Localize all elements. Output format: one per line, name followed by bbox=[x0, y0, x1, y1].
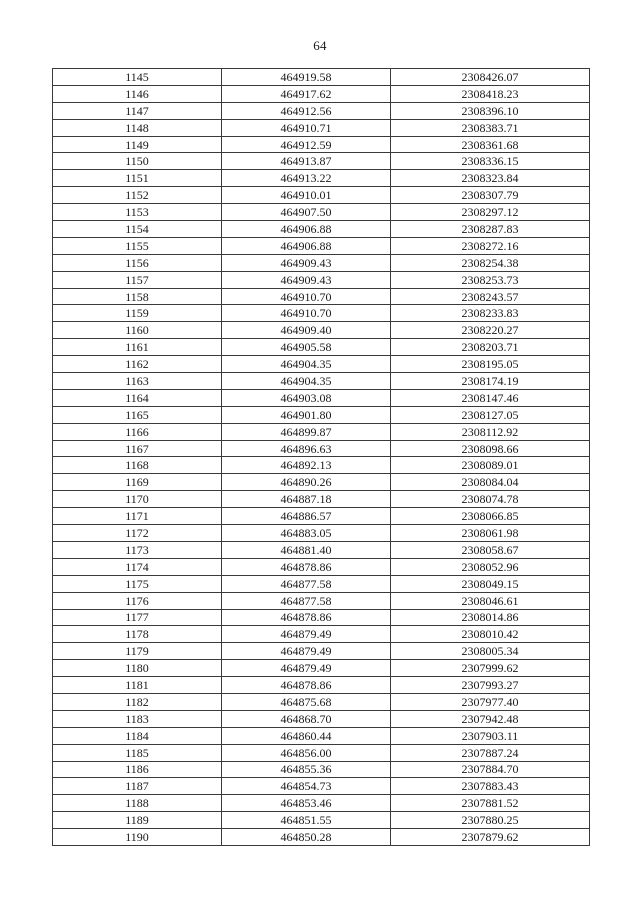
point-number-cell: 1169 bbox=[53, 474, 222, 491]
y-coordinate-cell: 2308336.15 bbox=[391, 153, 590, 170]
x-coordinate-cell: 464853.46 bbox=[222, 795, 391, 812]
table-row bbox=[53, 288, 590, 305]
table-row bbox=[53, 609, 590, 626]
y-coordinate-cell: 2308046.61 bbox=[391, 592, 590, 609]
table-row bbox=[53, 525, 590, 542]
x-coordinate-cell: 464850.28 bbox=[222, 829, 391, 846]
point-number-cell: 1183 bbox=[53, 710, 222, 727]
point-number-cell: 1177 bbox=[53, 609, 222, 626]
point-number-cell: 1173 bbox=[53, 541, 222, 558]
y-coordinate-cell: 2308147.46 bbox=[391, 389, 590, 406]
x-coordinate-cell: 464906.88 bbox=[222, 221, 391, 238]
point-number-cell: 1145 bbox=[53, 69, 222, 86]
y-coordinate-cell: 2307880.25 bbox=[391, 812, 590, 829]
point-number-cell: 1153 bbox=[53, 204, 222, 221]
y-coordinate-cell: 2308272.16 bbox=[391, 237, 590, 254]
y-coordinate-cell: 2308010.42 bbox=[391, 626, 590, 643]
x-coordinate-cell: 464887.18 bbox=[222, 491, 391, 508]
point-number-cell: 1164 bbox=[53, 389, 222, 406]
y-coordinate-cell: 2308253.73 bbox=[391, 271, 590, 288]
point-number-cell: 1178 bbox=[53, 626, 222, 643]
x-coordinate-cell: 464881.40 bbox=[222, 541, 391, 558]
x-coordinate-cell: 464905.58 bbox=[222, 339, 391, 356]
point-number-cell: 1156 bbox=[53, 254, 222, 271]
y-coordinate-cell: 2308396.10 bbox=[391, 102, 590, 119]
point-number-cell: 1170 bbox=[53, 491, 222, 508]
table-row bbox=[53, 237, 590, 254]
y-coordinate-cell: 2307977.40 bbox=[391, 693, 590, 710]
x-coordinate-cell: 464912.56 bbox=[222, 102, 391, 119]
table-row bbox=[53, 693, 590, 710]
y-coordinate-cell: 2308323.84 bbox=[391, 170, 590, 187]
point-number-cell: 1167 bbox=[53, 440, 222, 457]
y-coordinate-cell: 2307881.52 bbox=[391, 795, 590, 812]
x-coordinate-cell: 464919.58 bbox=[222, 69, 391, 86]
table-row bbox=[53, 322, 590, 339]
point-number-cell: 1190 bbox=[53, 829, 222, 846]
point-number-cell: 1180 bbox=[53, 660, 222, 677]
x-coordinate-cell: 464904.35 bbox=[222, 373, 391, 390]
x-coordinate-cell: 464878.86 bbox=[222, 677, 391, 694]
table-row bbox=[53, 778, 590, 795]
y-coordinate-cell: 2308058.67 bbox=[391, 541, 590, 558]
point-number-cell: 1186 bbox=[53, 761, 222, 778]
point-number-cell: 1160 bbox=[53, 322, 222, 339]
table-row bbox=[53, 440, 590, 457]
y-coordinate-cell: 2308098.66 bbox=[391, 440, 590, 457]
y-coordinate-cell: 2307887.24 bbox=[391, 744, 590, 761]
x-coordinate-cell: 464878.86 bbox=[222, 609, 391, 626]
point-number-cell: 1157 bbox=[53, 271, 222, 288]
point-number-cell: 1174 bbox=[53, 558, 222, 575]
y-coordinate-cell: 2308174.19 bbox=[391, 373, 590, 390]
point-number-cell: 1163 bbox=[53, 373, 222, 390]
point-number-cell: 1179 bbox=[53, 643, 222, 660]
y-coordinate-cell: 2307903.11 bbox=[391, 727, 590, 744]
y-coordinate-cell: 2308074.78 bbox=[391, 491, 590, 508]
table-row bbox=[53, 677, 590, 694]
point-number-cell: 1187 bbox=[53, 778, 222, 795]
table-row bbox=[53, 626, 590, 643]
y-coordinate-cell: 2308203.71 bbox=[391, 339, 590, 356]
x-coordinate-cell: 464856.00 bbox=[222, 744, 391, 761]
table-row bbox=[53, 339, 590, 356]
coordinates-table bbox=[52, 68, 590, 846]
point-number-cell: 1189 bbox=[53, 812, 222, 829]
table-row bbox=[53, 491, 590, 508]
y-coordinate-cell: 2308233.83 bbox=[391, 305, 590, 322]
point-number-cell: 1165 bbox=[53, 406, 222, 423]
y-coordinate-cell: 2308089.01 bbox=[391, 457, 590, 474]
table-row bbox=[53, 575, 590, 592]
x-coordinate-cell: 464854.73 bbox=[222, 778, 391, 795]
point-number-cell: 1151 bbox=[53, 170, 222, 187]
x-coordinate-cell: 464878.86 bbox=[222, 558, 391, 575]
x-coordinate-cell: 464910.01 bbox=[222, 187, 391, 204]
y-coordinate-cell: 2308297.12 bbox=[391, 204, 590, 221]
table-row bbox=[53, 153, 590, 170]
x-coordinate-cell: 464913.22 bbox=[222, 170, 391, 187]
y-coordinate-cell: 2307884.70 bbox=[391, 761, 590, 778]
point-number-cell: 1168 bbox=[53, 457, 222, 474]
point-number-cell: 1182 bbox=[53, 693, 222, 710]
point-number-cell: 1159 bbox=[53, 305, 222, 322]
table-row bbox=[53, 558, 590, 575]
y-coordinate-cell: 2308052.96 bbox=[391, 558, 590, 575]
x-coordinate-cell: 464904.35 bbox=[222, 356, 391, 373]
y-coordinate-cell: 2307879.62 bbox=[391, 829, 590, 846]
table-row bbox=[53, 373, 590, 390]
y-coordinate-cell: 2308112.92 bbox=[391, 423, 590, 440]
x-coordinate-cell: 464851.55 bbox=[222, 812, 391, 829]
x-coordinate-cell: 464879.49 bbox=[222, 660, 391, 677]
x-coordinate-cell: 464909.43 bbox=[222, 254, 391, 271]
point-number-cell: 1166 bbox=[53, 423, 222, 440]
table-row bbox=[53, 744, 590, 761]
x-coordinate-cell: 464883.05 bbox=[222, 525, 391, 542]
x-coordinate-cell: 464907.50 bbox=[222, 204, 391, 221]
y-coordinate-cell: 2307993.27 bbox=[391, 677, 590, 694]
table-row bbox=[53, 119, 590, 136]
x-coordinate-cell: 464906.88 bbox=[222, 237, 391, 254]
y-coordinate-cell: 2308195.05 bbox=[391, 356, 590, 373]
table-row bbox=[53, 592, 590, 609]
x-coordinate-cell: 464910.70 bbox=[222, 288, 391, 305]
coordinates-table-body bbox=[53, 69, 590, 846]
table-row bbox=[53, 254, 590, 271]
table-row bbox=[53, 761, 590, 778]
x-coordinate-cell: 464912.59 bbox=[222, 136, 391, 153]
point-number-cell: 1152 bbox=[53, 187, 222, 204]
x-coordinate-cell: 464896.63 bbox=[222, 440, 391, 457]
x-coordinate-cell: 464910.71 bbox=[222, 119, 391, 136]
y-coordinate-cell: 2307999.62 bbox=[391, 660, 590, 677]
point-number-cell: 1148 bbox=[53, 119, 222, 136]
y-coordinate-cell: 2308383.71 bbox=[391, 119, 590, 136]
table-row bbox=[53, 356, 590, 373]
y-coordinate-cell: 2308127.05 bbox=[391, 406, 590, 423]
y-coordinate-cell: 2308254.38 bbox=[391, 254, 590, 271]
y-coordinate-cell: 2308426.07 bbox=[391, 69, 590, 86]
x-coordinate-cell: 464913.87 bbox=[222, 153, 391, 170]
y-coordinate-cell: 2308014.86 bbox=[391, 609, 590, 626]
x-coordinate-cell: 464909.40 bbox=[222, 322, 391, 339]
table-row bbox=[53, 136, 590, 153]
y-coordinate-cell: 2308243.57 bbox=[391, 288, 590, 305]
y-coordinate-cell: 2307942.48 bbox=[391, 710, 590, 727]
point-number-cell: 1188 bbox=[53, 795, 222, 812]
table-row bbox=[53, 812, 590, 829]
y-coordinate-cell: 2308066.85 bbox=[391, 508, 590, 525]
y-coordinate-cell: 2308418.23 bbox=[391, 85, 590, 102]
x-coordinate-cell: 464875.68 bbox=[222, 693, 391, 710]
point-number-cell: 1175 bbox=[53, 575, 222, 592]
point-number-cell: 1158 bbox=[53, 288, 222, 305]
point-number-cell: 1161 bbox=[53, 339, 222, 356]
table-row bbox=[53, 508, 590, 525]
point-number-cell: 1171 bbox=[53, 508, 222, 525]
x-coordinate-cell: 464917.62 bbox=[222, 85, 391, 102]
x-coordinate-cell: 464909.43 bbox=[222, 271, 391, 288]
y-coordinate-cell: 2308005.34 bbox=[391, 643, 590, 660]
x-coordinate-cell: 464890.26 bbox=[222, 474, 391, 491]
table-row bbox=[53, 457, 590, 474]
x-coordinate-cell: 464868.70 bbox=[222, 710, 391, 727]
x-coordinate-cell: 464879.49 bbox=[222, 626, 391, 643]
point-number-cell: 1181 bbox=[53, 677, 222, 694]
table-row bbox=[53, 795, 590, 812]
table-row bbox=[53, 727, 590, 744]
table-row bbox=[53, 643, 590, 660]
point-number-cell: 1184 bbox=[53, 727, 222, 744]
table-row bbox=[53, 187, 590, 204]
y-coordinate-cell: 2308287.83 bbox=[391, 221, 590, 238]
table-row bbox=[53, 541, 590, 558]
y-coordinate-cell: 2308220.27 bbox=[391, 322, 590, 339]
x-coordinate-cell: 464855.36 bbox=[222, 761, 391, 778]
table-row bbox=[53, 204, 590, 221]
point-number-cell: 1150 bbox=[53, 153, 222, 170]
table-row bbox=[53, 221, 590, 238]
table-row bbox=[53, 710, 590, 727]
table-row bbox=[53, 305, 590, 322]
point-number-cell: 1147 bbox=[53, 102, 222, 119]
table-row bbox=[53, 660, 590, 677]
point-number-cell: 1149 bbox=[53, 136, 222, 153]
x-coordinate-cell: 464877.58 bbox=[222, 575, 391, 592]
table-row bbox=[53, 829, 590, 846]
y-coordinate-cell: 2308061.98 bbox=[391, 525, 590, 542]
point-number-cell: 1154 bbox=[53, 221, 222, 238]
table-row bbox=[53, 406, 590, 423]
x-coordinate-cell: 464910.70 bbox=[222, 305, 391, 322]
x-coordinate-cell: 464879.49 bbox=[222, 643, 391, 660]
y-coordinate-cell: 2307883.43 bbox=[391, 778, 590, 795]
y-coordinate-cell: 2308307.79 bbox=[391, 187, 590, 204]
table-row bbox=[53, 170, 590, 187]
x-coordinate-cell: 464877.58 bbox=[222, 592, 391, 609]
x-coordinate-cell: 464892.13 bbox=[222, 457, 391, 474]
x-coordinate-cell: 464903.08 bbox=[222, 389, 391, 406]
table-row bbox=[53, 102, 590, 119]
table-row bbox=[53, 423, 590, 440]
y-coordinate-cell: 2308049.15 bbox=[391, 575, 590, 592]
point-number-cell: 1146 bbox=[53, 85, 222, 102]
x-coordinate-cell: 464899.87 bbox=[222, 423, 391, 440]
x-coordinate-cell: 464886.57 bbox=[222, 508, 391, 525]
page-number: 64 bbox=[313, 38, 327, 53]
table-row bbox=[53, 85, 590, 102]
x-coordinate-cell: 464901.80 bbox=[222, 406, 391, 423]
x-coordinate-cell: 464860.44 bbox=[222, 727, 391, 744]
point-number-cell: 1172 bbox=[53, 525, 222, 542]
y-coordinate-cell: 2308084.04 bbox=[391, 474, 590, 491]
table-row bbox=[53, 271, 590, 288]
point-number-cell: 1155 bbox=[53, 237, 222, 254]
point-number-cell: 1185 bbox=[53, 744, 222, 761]
point-number-cell: 1162 bbox=[53, 356, 222, 373]
table-row bbox=[53, 389, 590, 406]
table-row bbox=[53, 69, 590, 86]
table-row bbox=[53, 474, 590, 491]
point-number-cell: 1176 bbox=[53, 592, 222, 609]
y-coordinate-cell: 2308361.68 bbox=[391, 136, 590, 153]
